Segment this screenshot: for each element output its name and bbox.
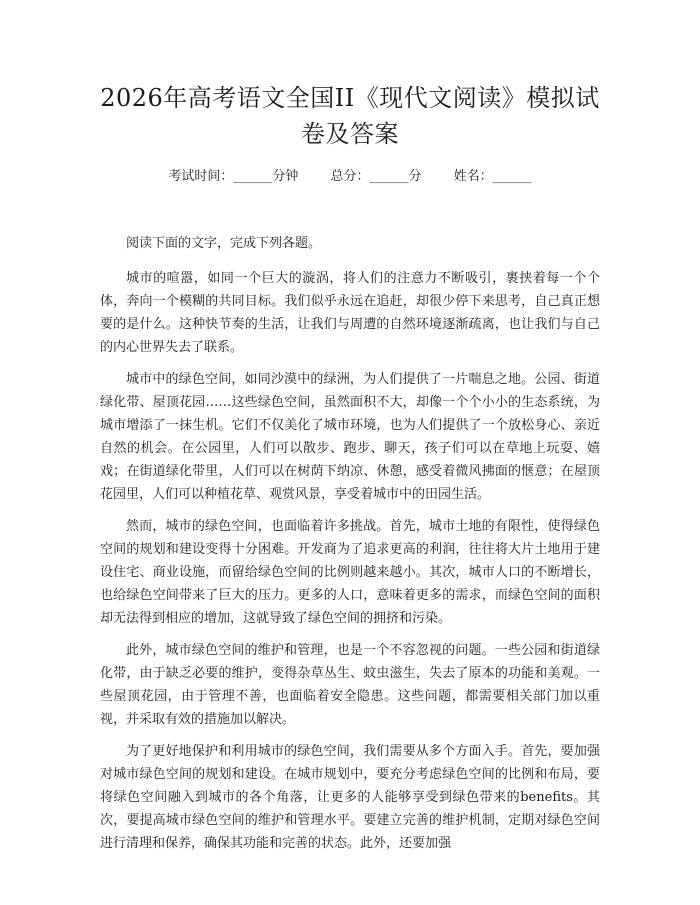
total-score-field: 总分：______分 xyxy=(330,169,422,184)
exam-info-line xyxy=(0,167,700,187)
page-title: 2026年高考语文全国II《现代文阅读》模拟试卷及答案 xyxy=(100,84,600,148)
reading-passage xyxy=(100,232,600,864)
passage-paragraph: 城市中的绿色空间，如同沙漠中的绿洲，为人们提供了一片喘息之地。公园、街道绿化带、屋顶花园……这些绿色空间，虽然面积不大，却像一个个小小的生态系统，为城市增添了一抹生机。它们不仅美化了城市环境，也为人们提供了一个放松身心、亲近自然的机会。在公园里，人们可以散步、跑步、聊天，孩子们可以在草地上玩耍、嬉戏；在街道绿化带里，人们可以在树荫下纳凉、休憩，感受着微风拂面的惬意；在屋顶花园里，人们可以种植花草、观赏风景，享受着城市中的田园生活。 xyxy=(100,372,600,502)
instruction-text: 阅读下面的文字，完成下列各题。 xyxy=(126,236,322,251)
exam-time-field: 考试时间：______分钟 xyxy=(168,169,299,184)
name-field: 姓名：______ xyxy=(453,169,532,184)
passage-paragraph: 城市的喧嚣，如同一个巨大的漩涡，将人们的注意力不断吸引，裹挟着每一个个体，奔向一个模糊的共同目标。我们似乎永远在追赶，却很少停下来思考，自己真正想要的是什么。这种快节奏的生活，让我们与周遭的自然环境逐渐疏离，也让我们与自己的内心世界失去了联系。 xyxy=(100,271,600,355)
passage-paragraph: 然而，城市的绿色空间，也面临着许多挑战。首先，城市土地的有限性，使得绿色空间的规划和建设变得十分困难。开发商为了追求更高的利润，往往将大片土地用于建设住宅、商业设施，而留给绿色空间的比例则越来越小。其次，城市人口的不断增长，也给绿色空间带来了巨大的压力。更多的人口，意味着更多的需求，而绿色空间的面积却无法得到相应的增加，这就导致了绿色空间的拥挤和污染。 xyxy=(100,519,600,626)
passage-paragraph: 为了更好地保护和利用城市的绿色空间，我们需要从多个方面入手。首先，要加强对城市绿色空间的规划和建设。在城市规划中，要充分考虑绿色空间的比例和布局，要将绿色空间融入到城市的各个角落，让更多的人能够享受到绿色带来的benefits。其次，要提高城市绿色空间的维护和管理水平。要建立完善的维护机制，定期对绿色空间进行清理和保养，确保其功能和完善的状态。此外，还要加强 xyxy=(100,744,600,851)
passage-paragraph: 此外，城市绿色空间的维护和管理，也是一个不容忽视的问题。一些公园和街道绿化带，由于缺乏必要的维护，变得杂草丛生、蚊虫滋生，失去了原本的功能和美观。一些屋顶花园，由于管理不善，也面临着安全隐患。这些问题，都需要相关部门加以重视，并采取有效的措施加以解决。 xyxy=(100,643,600,727)
